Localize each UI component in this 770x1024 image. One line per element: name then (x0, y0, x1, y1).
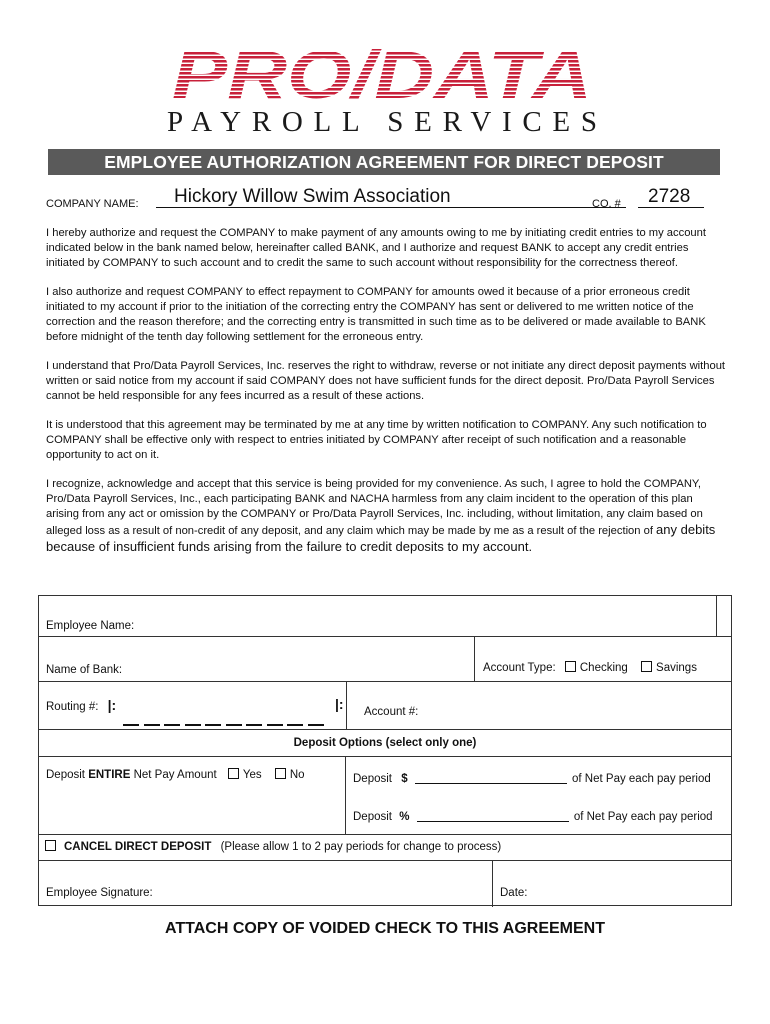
routing-bracket-left: |: (107, 697, 117, 713)
routing-digit-slot (308, 724, 324, 726)
paragraph-withdrawal: I understand that Pro/Data Payroll Services, Inc. reserves the right to withdraw, reverse or not initiate any direct deposit payments without written or said notice from my account if said COMPANY does not have sufficient funds for the direct deposit. Pro/Data Payroll Services cannot be held responsible for any fees incurred as a result of these actions. (46, 360, 726, 402)
routing-digit-slot (205, 724, 221, 726)
account-type-group (483, 661, 697, 674)
employee-signature-label: Employee Signature: (46, 887, 153, 899)
cancel-direct-deposit-label: CANCEL DIRECT DEPOSIT (64, 841, 212, 853)
form-divider (39, 860, 731, 861)
yes-label: Yes (242, 769, 262, 781)
of-net-pay-text: of Net Pay each pay period (572, 773, 711, 785)
paragraph-acknowledgement (46, 477, 726, 556)
checking-label: Checking (579, 662, 628, 674)
deposit-entire-bold: ENTIRE (88, 769, 131, 781)
form-divider (39, 756, 731, 757)
form-divider (346, 681, 347, 729)
form-divider (474, 636, 475, 681)
form-divider (345, 756, 346, 834)
of-net-pay-text: of Net Pay each pay period (573, 811, 713, 823)
deposit-entire-row (46, 768, 305, 781)
routing-digit-slot (267, 724, 283, 726)
company-name-field[interactable] (156, 186, 626, 208)
company-number-label: CO. # (592, 198, 621, 210)
routing-digit-slot (185, 724, 201, 726)
dollar-symbol: $ (401, 773, 408, 785)
document-title: EMPLOYEE AUTHORIZATION AGREEMENT FOR DIRECT DEPOSIT (48, 149, 720, 175)
savings-checkbox[interactable] (641, 661, 652, 672)
deposit-percent-row (353, 811, 713, 823)
account-number-field[interactable] (364, 706, 418, 718)
paragraph-repayment: I also authorize and request COMPANY to effect repayment to COMPANY for amounts owed it because of a prior erroneous credit initiated to my account if prior to the initiation of the correcting entry the COMPANY has sent or delivered to me written notice of the correction and the reason therefore; and the correcting entry is transmitted in such time as to be delivered or made available to BANK before midnight of the tenth day following settlement for the erroneous entry. (46, 286, 706, 343)
company-number-value: 2728 (648, 186, 691, 207)
deposit-entire-pre: Deposit (46, 769, 85, 781)
account-number-label: Account #: (364, 706, 419, 718)
form-divider (716, 596, 717, 636)
date-field[interactable] (500, 887, 528, 899)
routing-digit-slot (144, 724, 160, 726)
deposit-entire-yes-checkbox[interactable] (228, 768, 239, 779)
acknowledgement-part2: any debits because of insufficient funds arising from the failure to credit deposits to my account. (46, 522, 716, 554)
form-divider (39, 729, 731, 730)
routing-digit-slot (123, 724, 139, 726)
form-divider (39, 681, 731, 682)
agreement-text (46, 226, 726, 570)
company-name-label: COMPANY NAME: (46, 198, 139, 210)
employee-signature-field[interactable] (46, 887, 153, 899)
routing-label-text: Routing #: (46, 701, 99, 713)
deposit-form (38, 595, 732, 906)
cancel-note: (Please allow 1 to 2 pay periods for change to process) (220, 841, 502, 853)
deposit-amount-row (353, 773, 711, 785)
company-number-field[interactable] (638, 186, 704, 208)
bank-name-label: Name of Bank: (46, 664, 123, 676)
deposit-amount-input[interactable] (415, 783, 567, 784)
deposit-percent-label: Deposit (353, 811, 392, 823)
date-label: Date: (500, 887, 528, 899)
form-divider (39, 834, 731, 835)
employee-name-field[interactable] (46, 620, 134, 632)
deposit-entire-no-checkbox[interactable] (275, 768, 286, 779)
company-name-value: Hickory Willow Swim Association (174, 186, 451, 207)
routing-digit-slot (246, 724, 262, 726)
logo-payroll-services-text: PAYROLL SERVICES (167, 106, 597, 136)
logo-pro-data-text: PRO/DATA (172, 37, 592, 113)
bank-name-field[interactable] (46, 664, 122, 676)
routing-digit-slot (287, 724, 303, 726)
routing-digit-slot (226, 724, 242, 726)
employee-name-label: Employee Name: (46, 620, 135, 632)
form-divider (492, 860, 493, 907)
savings-label: Savings (656, 662, 697, 674)
acknowledgement-part1: I recognize, acknowledge and accept that this service is being provided for my convenience. As such, I agree to hold the COMPANY, Pro/Data Payroll Services, Inc., each participating BANK and NACHA harmless from any claim incident to the operation of this plan arising from any act or omission by the COMPANY or Pro/Data Payroll Services, Inc. including, without limitation, any claim based on alleged loss as a result of non-credit of any deposit, and any claim which may be made by me as a result of the rejection of (46, 478, 703, 537)
deposit-entire-post: Net Pay Amount (133, 769, 217, 781)
routing-digit-slot (164, 724, 180, 726)
form-divider (39, 636, 731, 637)
cancel-direct-deposit-checkbox[interactable] (45, 840, 56, 851)
routing-bracket-right: |: (335, 696, 344, 712)
deposit-percent-input[interactable] (417, 821, 569, 822)
checking-checkbox[interactable] (565, 661, 576, 672)
paragraph-termination: It is understood that this agreement may be terminated by me at any time by written notification to COMPANY. Any such notification to COMPANY shall be effective only with respect to entries initiated by COMPANY after receipt of such notification and a reasonable opportunity to act on it. (46, 419, 707, 461)
paragraph-authorization: I hereby authorize and request the COMPANY to make payment of any amounts owing to me by initiating credit entries to my account indicated below in the bank named below, hereinafter called BANK, and I authorize and request BANK to accept any credit entries initiated by COMPANY to such account and to credit the same to such account without responsibility for the correctness thereof. (46, 227, 706, 269)
routing-number-field[interactable] (123, 713, 328, 727)
no-label: No (289, 769, 305, 781)
deposit-amount-label: Deposit (353, 773, 392, 785)
company-row (46, 186, 726, 216)
deposit-options-header: Deposit Options (select only one) (293, 737, 477, 749)
voided-check-instruction: ATTACH COPY OF VOIDED CHECK TO THIS AGREEMENT (164, 920, 606, 937)
cancel-direct-deposit-row (43, 840, 501, 853)
percent-symbol: % (399, 811, 410, 823)
routing-number-label (46, 697, 116, 713)
company-logo (160, 36, 610, 136)
company-number-underline (638, 207, 704, 208)
company-name-underline (156, 207, 626, 208)
account-type-label: Account Type: (483, 662, 556, 674)
